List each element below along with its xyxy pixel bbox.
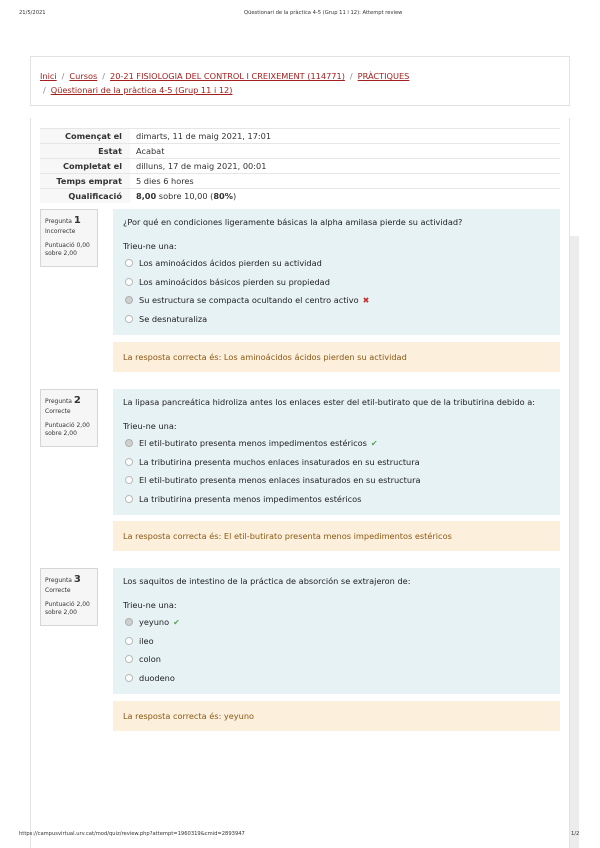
print-date: 21/5/2021 [19, 10, 46, 16]
answer-option[interactable]: El etil-butirato presenta menos enlaces insaturados en su estructura [123, 471, 550, 490]
question-1-feedback: La resposta correcta és: Los aminoácidos ácidos pierden su actividad [113, 342, 560, 372]
summary-row [40, 144, 560, 159]
summary-label: Temps emprat [40, 174, 130, 189]
print-title: Qüestionari de la pràctica 4-5 (Grup 11 i 12): Attempt review [244, 10, 403, 16]
radio-button[interactable] [125, 655, 133, 663]
question-state: Incorrecte [45, 227, 76, 235]
breadcrumb-courses-link[interactable]: Cursos [69, 71, 98, 81]
radio-button-selected[interactable] [125, 439, 133, 447]
question-2-info [40, 389, 98, 447]
summary-row [40, 174, 560, 189]
radio-button[interactable] [125, 476, 133, 484]
question-3-feedback: La resposta correcta és: yeyuno [113, 701, 560, 731]
print-page-number: 1/2 [571, 831, 580, 837]
question-2-feedback: La resposta correcta és: El etil-butirato presenta menos impedimentos estéricos [113, 521, 560, 551]
breadcrumb-separator: / [61, 71, 65, 81]
summary-label: Estat [40, 144, 130, 159]
question-max-score: sobre 2,00 [45, 249, 77, 257]
question-score: Puntuació 2,00 [45, 421, 90, 429]
breadcrumb-quiz-link[interactable]: Qüestionari de la pràctica 4-5 (Grup 11 i 12) [50, 85, 233, 95]
summary-label: Qualificació [40, 189, 130, 204]
radio-button-selected[interactable] [125, 296, 133, 304]
answer-option[interactable]: Los aminoácidos ácidos pierden su actividad [123, 254, 550, 273]
answer-option[interactable]: La tributirina presenta menos impedimentos estéricos [123, 490, 550, 509]
radio-button[interactable] [125, 315, 133, 323]
radio-button[interactable] [125, 259, 133, 267]
scrollbar-track[interactable] [570, 236, 579, 848]
answer-option-selected[interactable]: El etil-butirato presenta menos impedimentos estéricos ✔ [123, 434, 550, 453]
breadcrumb-separator: / [102, 71, 106, 81]
summary-row [40, 189, 560, 204]
correct-check-icon: ✔ [173, 617, 180, 627]
question-1-content [113, 209, 560, 335]
breadcrumb-section-link[interactable]: PRÀCTIQUES [357, 71, 410, 81]
question-text: Los saquitos de intestino de la práctica de absorción se extrajeron de: [123, 576, 411, 586]
radio-button[interactable] [125, 674, 133, 682]
radio-button[interactable] [125, 458, 133, 466]
answer-prompt: Trieu-ne una: [123, 600, 177, 610]
question-1-info [40, 209, 98, 267]
incorrect-icon: ✖ [362, 295, 370, 305]
question-3-content [113, 568, 560, 694]
summary-row [40, 159, 560, 174]
radio-button-selected[interactable] [125, 618, 133, 626]
summary-label: Començat el [40, 129, 130, 144]
question-text: La lipasa pancreática hidroliza antes los enlaces ester del etil-butirato que de la tributirina debido a: [123, 397, 535, 407]
radio-button[interactable] [125, 637, 133, 645]
question-number: 2 [73, 395, 81, 406]
summary-label: Completat el [40, 159, 130, 174]
summary-value: 5 dies 6 hores [130, 174, 560, 189]
breadcrumb [30, 56, 570, 106]
attempt-summary-table [40, 128, 560, 203]
answer-option-selected[interactable]: Su estructura se compacta ocultando el centro activo ✖ [123, 291, 550, 310]
print-url: https://campusvirtual.urv.cat/mod/quiz/review.php?attempt=1960319&cmid=2893947 [19, 831, 245, 837]
breadcrumb-course-link[interactable]: 20-21 FISIOLOGIA DEL CONTROL I CREIXEMENT (114771) [110, 71, 345, 81]
breadcrumb-separator: / [43, 85, 46, 95]
summary-row [40, 129, 560, 144]
question-label: Pregunta [45, 398, 72, 405]
breadcrumb-separator: / [349, 71, 353, 81]
question-max-score: sobre 2,00 [45, 429, 77, 437]
question-max-score: sobre 2,00 [45, 608, 77, 616]
answer-option[interactable]: ileo [123, 632, 550, 651]
question-label: Pregunta [45, 577, 72, 584]
answer-option[interactable]: La tributirina presenta muchos enlaces insaturados en su estructura [123, 453, 550, 472]
answer-option[interactable]: Se desnaturaliza [123, 310, 550, 329]
answer-prompt: Trieu-ne una: [123, 421, 177, 431]
question-state: Correcte [45, 407, 71, 415]
answer-option[interactable]: Los aminoácidos básicos pierden su propiedad [123, 273, 550, 292]
answer-option-selected[interactable]: yeyuno ✔ [123, 613, 550, 632]
question-3-info [40, 568, 98, 626]
question-label: Pregunta [45, 218, 72, 225]
question-text: ¿Por qué en condiciones ligeramente básicas la alpha amilasa pierde su actividad? [123, 217, 463, 227]
question-2-content [113, 389, 560, 515]
radio-button[interactable] [125, 278, 133, 286]
summary-value: dilluns, 17 de maig 2021, 00:01 [130, 159, 560, 174]
radio-button[interactable] [125, 495, 133, 503]
summary-value: Acabat [130, 144, 560, 159]
question-number: 3 [73, 574, 81, 585]
question-score: Puntuació 0,00 [45, 241, 90, 249]
grade-value: 8,00 sobre 10,00 (80%) [130, 189, 560, 204]
answer-option[interactable]: colon [123, 650, 550, 669]
answer-option[interactable]: duodeno [123, 669, 550, 688]
correct-check-icon: ✔ [370, 438, 378, 448]
question-number: 1 [73, 215, 81, 226]
summary-value: dimarts, 11 de maig 2021, 17:01 [130, 129, 560, 144]
breadcrumb-home-link[interactable]: Inici [40, 71, 57, 81]
question-state: Correcte [45, 586, 71, 594]
question-score: Puntuació 2,00 [45, 600, 90, 608]
answer-prompt: Trieu-ne una: [123, 241, 177, 251]
